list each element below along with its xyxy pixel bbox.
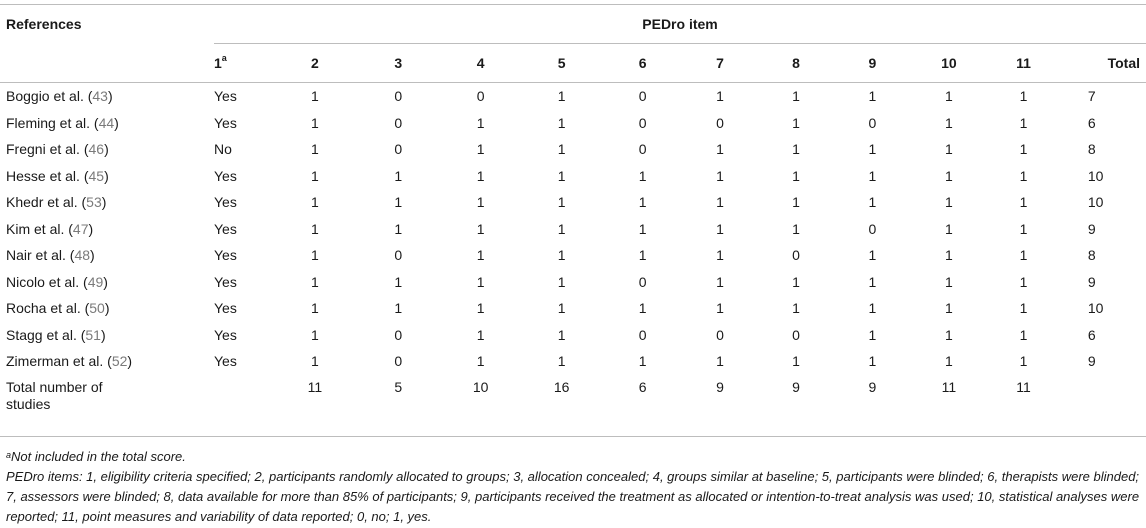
citation-link[interactable]: 51	[85, 326, 101, 343]
item-score-cell: 1	[476, 247, 485, 264]
item-score-cell: 1	[792, 88, 800, 105]
total-score-cell: 6	[1087, 114, 1096, 131]
col-header-1: 1$^a$	[214, 44, 275, 83]
item-score-cell: 0	[476, 88, 485, 105]
item-score-cell: 1	[310, 300, 319, 317]
citation-link[interactable]: 48	[74, 247, 91, 264]
criterion-1-cell: Yes	[214, 353, 237, 370]
item-score-cell: 1	[310, 273, 319, 290]
total-score-cell: 9	[1087, 273, 1096, 290]
item-score-cell: 1	[310, 141, 319, 158]
criterion-1-cell: Yes	[214, 88, 237, 105]
study-reference: Fleming et al. (44)	[6, 114, 119, 131]
item-score-cell: 0	[638, 114, 647, 131]
item-score-cell: 1	[476, 141, 485, 158]
col-header-3: 3	[355, 44, 442, 83]
item-score-cell: 1	[945, 141, 953, 158]
item-score-cell: 1	[945, 247, 953, 264]
item-score-cell: 1	[868, 194, 877, 211]
item-score-cell: 1	[1019, 141, 1028, 158]
item-score-cell: 1	[792, 300, 800, 317]
table-row	[0, 348, 1146, 375]
header-row-2	[0, 44, 1146, 83]
item-score-cell: 0	[868, 114, 877, 131]
item-score-cell: 1	[792, 220, 800, 237]
item-score-cell: 1	[394, 273, 403, 290]
item-score-cell: 1	[868, 88, 877, 105]
item-score-cell: 1	[310, 194, 319, 211]
item-score-cell: 1	[476, 353, 485, 370]
col-header-9: 9	[833, 44, 911, 83]
item-score-cell: 0	[394, 353, 403, 370]
item-score-cell: 1	[394, 194, 403, 211]
table-body	[0, 83, 1146, 375]
item-score-cell: 0	[792, 247, 800, 264]
col-header-total: Total	[1061, 44, 1146, 83]
study-reference: Stagg et al. (51)	[6, 326, 106, 343]
item-score-cell: 1	[1019, 326, 1028, 343]
summary-cell	[1061, 375, 1146, 419]
item-score-cell: 1	[868, 326, 877, 343]
study-reference: Nair et al. (48)	[6, 247, 95, 264]
item-score-cell: 1	[557, 273, 566, 290]
item-score-cell: 1	[557, 88, 566, 105]
col-header-10: 10	[912, 44, 987, 83]
item-score-cell: 1	[476, 326, 485, 343]
criterion-1-cell: Yes	[214, 167, 237, 184]
item-score-cell: 1	[792, 167, 800, 184]
item-score-cell: 1	[1019, 88, 1028, 105]
citation-link[interactable]: 47	[72, 220, 89, 237]
item-score-cell: 1	[1019, 220, 1028, 237]
total-score-cell: 8	[1087, 141, 1096, 158]
total-score-cell: 8	[1087, 247, 1096, 264]
item-score-cell: 1	[945, 326, 953, 343]
item-score-cell: 1	[716, 353, 724, 370]
item-score-cell: 1	[557, 353, 566, 370]
item-score-cell: 0	[394, 114, 403, 131]
item-score-cell: 1	[716, 220, 724, 237]
table-row	[0, 136, 1146, 163]
references-header: References	[6, 16, 82, 33]
item-score-cell: 0	[394, 88, 403, 105]
item-score-cell: 0	[638, 326, 647, 343]
item-score-cell: 1	[945, 353, 953, 370]
table-row	[0, 189, 1146, 216]
item-score-cell: 1	[792, 194, 800, 211]
total-score-cell: 6	[1087, 326, 1096, 343]
item-score-cell: 1	[476, 273, 485, 290]
item-score-cell: 0	[394, 247, 403, 264]
item-score-cell: 1	[868, 141, 877, 158]
item-score-cell: 1	[638, 194, 647, 211]
total-score-cell: 9	[1087, 220, 1096, 237]
summary-cell	[214, 375, 275, 419]
item-score-cell: 1	[716, 300, 724, 317]
criterion-1-cell: Yes	[214, 194, 237, 211]
item-score-cell: 1	[557, 247, 566, 264]
item-score-cell: 1	[557, 220, 566, 237]
table-notes	[6, 447, 1140, 527]
item-score-cell: 1	[310, 114, 319, 131]
total-score-cell: 10	[1087, 300, 1104, 317]
summary-row	[0, 375, 1146, 419]
citation-link[interactable]: 50	[89, 300, 105, 317]
col-header-4: 4	[442, 44, 520, 83]
item-score-cell: 1	[1019, 194, 1028, 211]
item-score-cell: 1	[1019, 167, 1028, 184]
study-reference: Hesse et al. (45)	[6, 167, 109, 184]
table-row	[0, 242, 1146, 269]
item-score-cell: 1	[310, 353, 319, 370]
table-row	[0, 216, 1146, 243]
item-score-cell: 1	[868, 247, 877, 264]
item-score-cell: 1	[394, 220, 403, 237]
item-score-cell: 0	[638, 141, 647, 158]
item-score-cell: 1	[638, 353, 647, 370]
item-score-cell: 1	[1019, 114, 1028, 131]
item-score-cell: 1	[394, 167, 403, 184]
item-score-cell: 1	[945, 220, 953, 237]
item-score-cell: 1	[476, 167, 485, 184]
table-row	[0, 110, 1146, 137]
citation-link[interactable]: 44	[98, 114, 115, 131]
item-score-cell: 1	[476, 220, 485, 237]
item-score-cell: 1	[1019, 300, 1028, 317]
criterion-1-cell: Yes	[214, 247, 237, 264]
study-reference: Boggio et al. (43)	[6, 88, 113, 105]
citation-link[interactable]: 49	[87, 273, 104, 290]
summary-cell: 9	[716, 378, 724, 395]
item-score-cell: 1	[476, 114, 485, 131]
table-row	[0, 322, 1146, 349]
col-header-8: 8	[759, 44, 833, 83]
col-header-5: 5	[519, 44, 603, 83]
item-score-cell: 1	[945, 167, 953, 184]
item-score-cell: 1	[945, 300, 953, 317]
item-score-cell: 1	[945, 114, 953, 131]
table-row	[0, 163, 1146, 190]
summary-cell: 16	[553, 378, 570, 395]
col-header-2: 2	[275, 44, 355, 83]
item-score-cell: 0	[638, 88, 647, 105]
item-score-cell: 0	[716, 114, 724, 131]
item-score-cell: 1	[792, 353, 800, 370]
summary-cell: 10	[472, 378, 489, 395]
criterion-1-cell: Yes	[214, 114, 237, 131]
item-score-cell: 1	[945, 88, 953, 105]
item-score-cell: 1	[792, 114, 800, 131]
pedro-legend: PEDro items: 1, eligibility criteria specified; 2, participants randomly allocated to groups; 3, allocation concealed; 4, groups similar at baseline; 5, participants were blinded; 6, therapists were blinded; 7, assessors were blinded; 8, data available for more than 85% of participants; 9, participants received the treatment as allocated or intention-to-treat analysis was used; 10, statistical analyses were reported; 11, point measures and variability of data reported; 0, no; 1, yes.	[6, 469, 1140, 524]
total-score-cell: 10	[1087, 167, 1104, 184]
item-score-cell: 1	[716, 141, 724, 158]
header-row-1	[0, 5, 1146, 44]
item-score-cell: 1	[476, 194, 485, 211]
item-score-cell: 1	[638, 167, 647, 184]
item-score-cell: 1	[716, 194, 724, 211]
item-score-cell: 1	[476, 300, 485, 317]
notes-divider	[0, 436, 1146, 437]
item-score-cell: 1	[1019, 273, 1028, 290]
item-score-cell: 1	[557, 167, 566, 184]
study-reference: Fregni et al. (46)	[6, 141, 109, 158]
col-header-6: 6	[604, 44, 681, 83]
item-score-cell: 1	[868, 300, 877, 317]
item-score-cell: 1	[792, 273, 800, 290]
item-score-cell: 1	[310, 247, 319, 264]
item-score-cell: 1	[638, 220, 647, 237]
header-spacer	[0, 44, 214, 83]
study-reference: Kim et al. (47)	[6, 220, 94, 237]
criterion-1-cell: Yes	[214, 220, 237, 237]
table-row	[0, 83, 1146, 110]
summary-cell: 11	[1016, 378, 1031, 395]
item-score-cell: 1	[638, 300, 647, 317]
citation-link[interactable]: 43	[92, 88, 108, 105]
item-score-cell: 1	[945, 194, 953, 211]
item-score-cell: 0	[868, 220, 877, 237]
pedro-item-header: PEDro item	[642, 16, 718, 32]
item-score-cell: 1	[557, 194, 566, 211]
pedro-table	[0, 4, 1146, 419]
citation-link[interactable]: 53	[86, 194, 102, 211]
criterion-1-cell: No	[214, 141, 232, 158]
item-score-cell: 1	[394, 300, 403, 317]
item-score-cell: 0	[394, 326, 403, 343]
item-score-cell: 1	[1019, 247, 1028, 264]
item-score-cell: 0	[792, 326, 800, 343]
criterion-1-cell: Yes	[214, 326, 237, 343]
study-reference: Rocha et al. (50)	[6, 300, 110, 317]
col-header-7: 7	[681, 44, 758, 83]
total-score-cell: 7	[1087, 88, 1096, 105]
footnote: $^a$Not included in the total score.	[6, 449, 186, 464]
item-score-cell: 1	[716, 88, 724, 105]
item-score-cell: 1	[310, 220, 319, 237]
item-score-cell: 1	[868, 273, 877, 290]
citation-link[interactable]: 52	[111, 353, 128, 370]
item-score-cell: 1	[716, 167, 724, 184]
study-reference: Zimerman et al. (52)	[6, 353, 133, 370]
criterion-1-cell: Yes	[214, 273, 237, 290]
summary-label: Total number of studies	[6, 378, 103, 412]
summary-cell: 9	[868, 378, 877, 395]
summary-cell: 11	[307, 378, 323, 395]
item-score-cell: 0	[638, 273, 647, 290]
item-score-cell: 1	[1019, 353, 1028, 370]
summary-cell: 5	[394, 378, 403, 395]
item-score-cell: 1	[557, 326, 566, 343]
item-score-cell: 1	[868, 167, 877, 184]
item-score-cell: 1	[792, 141, 800, 158]
total-score-cell: 10	[1087, 194, 1104, 211]
study-reference: Khedr et al. (53)	[6, 194, 107, 211]
summary-cell: 6	[638, 378, 647, 395]
summary-cell: 11	[941, 378, 957, 395]
table-row	[0, 269, 1146, 296]
item-score-cell: 1	[638, 247, 647, 264]
item-score-cell: 1	[557, 300, 566, 317]
citation-link[interactable]: 46	[88, 141, 105, 158]
criterion-1-cell: Yes	[214, 300, 237, 317]
item-score-cell: 1	[310, 167, 319, 184]
item-score-cell: 1	[716, 273, 724, 290]
item-score-cell: 1	[868, 353, 877, 370]
citation-link[interactable]: 45	[88, 167, 105, 184]
table-row	[0, 295, 1146, 322]
item-score-cell: 1	[310, 88, 319, 105]
item-score-cell: 1	[945, 273, 953, 290]
item-score-cell: 0	[716, 326, 724, 343]
total-score-cell: 9	[1087, 353, 1096, 370]
study-reference: Nicolo et al. (49)	[6, 273, 108, 290]
item-score-cell: 1	[557, 114, 566, 131]
item-score-cell: 0	[394, 141, 403, 158]
item-score-cell: 1	[716, 247, 724, 264]
col-header-11: 11	[986, 44, 1061, 83]
summary-cell: 9	[792, 378, 800, 395]
item-score-cell: 1	[310, 326, 319, 343]
item-score-cell: 1	[557, 141, 566, 158]
